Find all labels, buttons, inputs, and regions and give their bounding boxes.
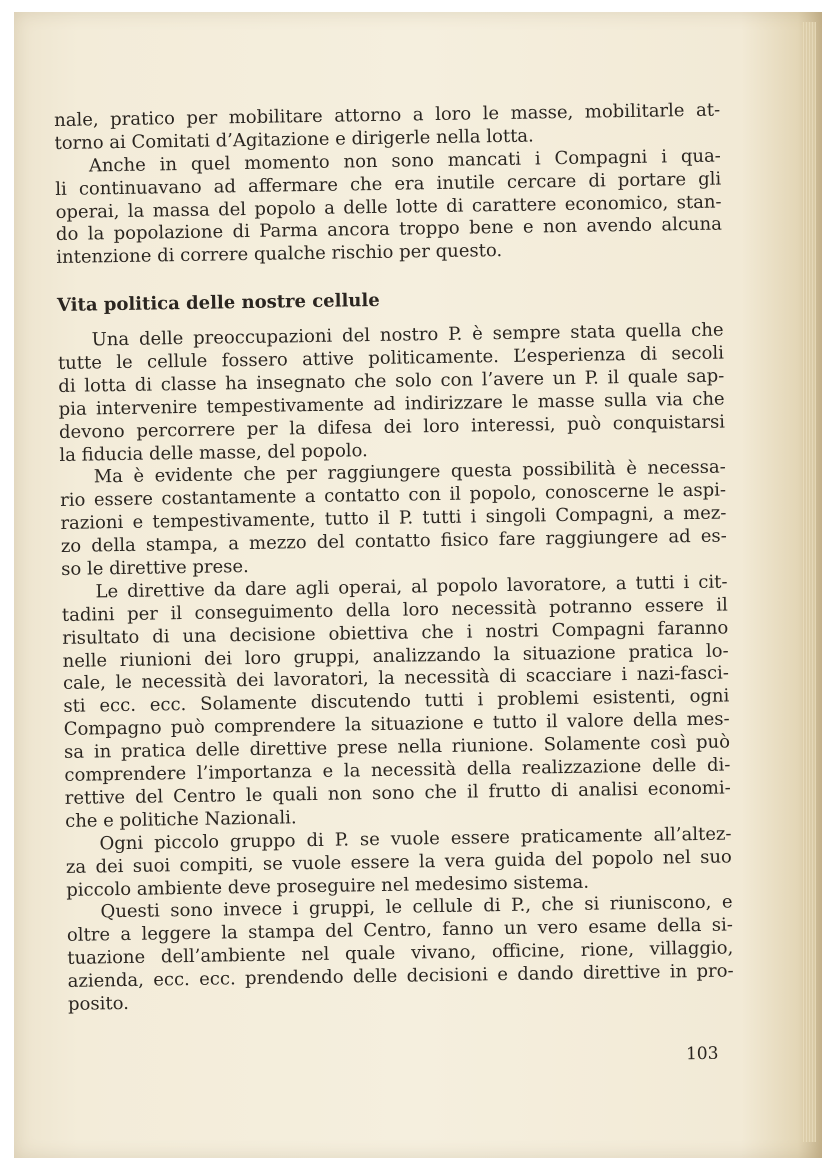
text-line: intenzione di correre qualche rischio per questo. (56, 240, 503, 269)
text-line: do la popolazione di Parma ancora troppo bene e non avendo alcuna (55, 213, 723, 246)
text-line: li continuavano ad affermare che era inutile cercare di portare gli (55, 168, 722, 200)
text-line: cale, le necessità dei lavoratori, la necessità di scacciare i nazi-fasci- (62, 662, 730, 695)
section-heading: Vita politica delle nostre cellule (56, 290, 380, 317)
text-line: Ogni piccolo gruppo di P. se vuole essere praticamente all’altez- (99, 823, 732, 855)
text-line: azienda, ecc. ecc. prendendo delle decisioni e dando direttive in pro- (67, 960, 734, 992)
text-line: Una delle preoccupazioni del nostro P. è sempre stata quella che (91, 319, 724, 351)
text-line: risultato di una decisione obiettiva che i nostri Compagni faranno (62, 617, 729, 649)
text-line: tutte le cellule fossero attive politicamente. L’esperienza di secoli (57, 342, 725, 374)
page-text (54, 100, 734, 1017)
paragraph-2 (55, 145, 723, 270)
text-line: zo della stampa, a mezzo del contatto fisico fare raggiungere ad es- (60, 525, 727, 558)
text-line: pia intervenire tempestivamente ad indirizzare le masse sulla via che (58, 388, 725, 420)
text-line: sa in pratica delle direttive prese nella riunione. Solamente così può (63, 731, 731, 764)
text-line: posito. (67, 992, 130, 1015)
text-line: Compagno può comprendere la situazione e tutto il valore della mes- (63, 708, 730, 741)
text-line: la fiducia delle masse, del popolo. (59, 439, 368, 466)
paragraph-3 (57, 320, 725, 468)
text-line: rio essere costantamente a contatto con il popolo, conoscerne le aspi- (59, 479, 727, 512)
paragraph-5 (61, 571, 731, 833)
paragraph-6 (65, 823, 732, 902)
text-line: comprendere l’importanza e la necessità della realizzazione delle di- (64, 754, 731, 786)
text-line: Ma è evidente che per raggiungere questa possibilità è necessa- (93, 456, 726, 488)
text-line: operai, la massa del popolo a delle lotte di carattere economico, stan- (55, 191, 722, 223)
text-line: rettive del Centro le quali non sono che il frutto di analisi economi- (64, 777, 731, 809)
paragraph-4 (60, 457, 728, 582)
page-number: 103 (685, 1043, 719, 1065)
text-line: za dei suoi compiti, se vuole essere la vera guida del popolo nel suo (65, 846, 732, 878)
text-line: nale, pratico per mobilitare attorno a loro le masse, mobilitarle at- (54, 99, 721, 131)
text-line: tadini per il conseguimento della loro necessità potranno essere il (61, 594, 729, 626)
text-line: che e politiche Nazionali. (65, 807, 297, 832)
text-line: piccolo ambiente deve proseguire nel medesimo sistema. (66, 871, 590, 901)
page-edge-stack (802, 22, 816, 1142)
text-line: Questi sono invece i gruppi, le cellule di P., che si riuniscono, e (100, 891, 733, 923)
text-line: razioni e tempestivamente, tutto il P. tutti i singoli Compagni, a mez- (60, 502, 727, 535)
text-line: oltre a leggere la stampa del Centro, fanno un vero esame della si- (66, 914, 734, 947)
text-line: torno ai Comitati d’Agitazione e dirigerle nella lotta. (54, 125, 534, 154)
text-line: devono percorrere per la difesa dei loro interessi, può conquistarsi (58, 411, 726, 443)
text-line: di lotta di classe ha insegnato che solo con l’avere un P. il quale sap- (58, 365, 725, 397)
text-line: nelle riunioni dei loro gruppi, analizzando la situazione pratica lo- (62, 640, 729, 672)
text-line: so le direttive prese. (61, 556, 249, 580)
text-line: sti ecc. ecc. Solamente discutendo tutti i problemi esistenti, ogni (63, 685, 730, 718)
paragraph-7 (66, 892, 734, 1017)
text-line: tuazione dell’ambiente nel quale vivano, officine, rione, villaggio, (67, 937, 734, 970)
text-line: Anche in quel momento non sono mancati i Compagni i qua- (88, 145, 721, 177)
text-line: Le direttive da dare agli operai, al popolo lavoratore, a tutti i cit- (95, 571, 728, 603)
